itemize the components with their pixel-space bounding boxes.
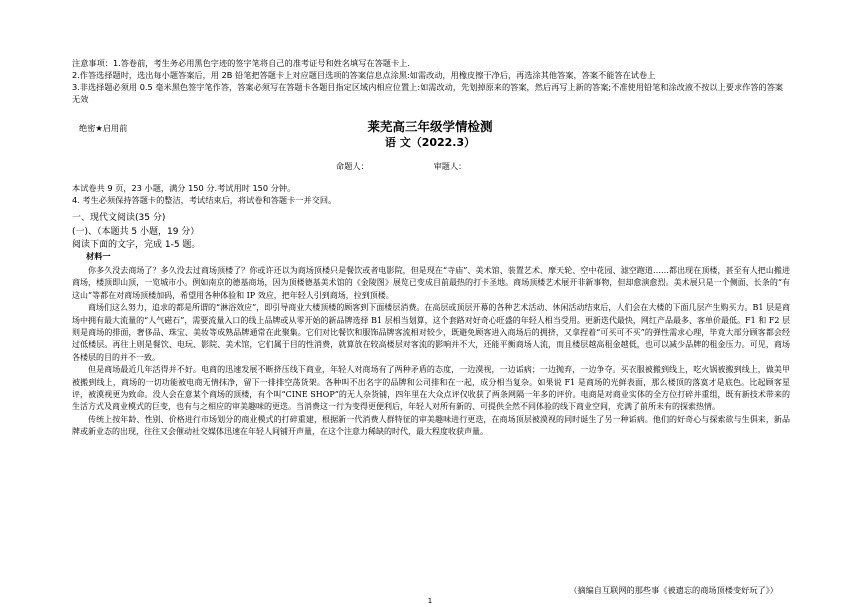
- reading-instruction: 阅读下面的文字，完成 1-5 题。: [72, 240, 201, 250]
- notice-line-2: 2.作答选择题时，选出每小题答案后，用 2B 铅笔把答题卡上对应题目选项的答案信息点涂黑:如需改动，用橡皮擦干净后，再选涂其他答案，答案不能答在试卷上: [72, 69, 656, 80]
- confidential-mark: 绝密★启用前: [79, 123, 128, 133]
- signers-row: [336, 161, 536, 173]
- passage-paragraph-3: 但是商场最近几年活得并不好。电商的迅速发展不断挤压线下商业，年轻人对商场有了两种矛盾的态度，一边漠视，一边诟病；一边抛弃，一边争夺。买衣服被搬到线上，吃火锅被搬到线上，做美甲被搬到线上，商场的一切功能被电商无情抹净，留下一排排空荡货架。各种叫不出名字的品牌和公司排和在一起，成分相当复杂。如果说 F1 是商场的光鲜表面，那么楼顶的落寞才是底色。比起顾客星评，被漠视更为致命。没人会在意某个商场的顶楼，有个叫“CINE SHOP”的无人杂货铺，四年里在大众点评仅收获了两条网隔一年多的评价。电商是对商业实体的全方位打碎并重组，既有新技术带来的生活方式及商业模式的巨变，也有与之相应的审美趣味的更迭。当消费这一行为变得更便利后，年轻人对所有新的、可提供全然不同体验的线下商业空间，充满了前所未有的探索热情。: [72, 365, 790, 412]
- passage-paragraph-1: 你多久没去商场了？多久没去过商场顶楼了？你或许还以为商场顶楼只是餐饮或者电影院，但是现在“寺庙”、美术馆、装置艺术、摩天轮、空中花园、滤空跑道……都出现在顶楼，甚至有人把山搬进商场，楼顶即山顶，一览城市小。例如南京的德基商场，因为顶楼德基美术馆的《金陵图》展览已变成目前最热的打卡圣地。商场顶楼艺术展开非新事物，但却愈演愈烈。美术展只是一个侧面，长条的“有这山”等都在对商场顶楼加码，希望用各种体验和 IP 效应，把年轻人引到商场，拉到顶楼。: [72, 266, 790, 300]
- passage-source: （摘编自互联网的那些事《被遗忘的商场顶楼变好玩了》）: [569, 585, 778, 595]
- page-number: 1: [427, 597, 433, 605]
- passage-paragraph-2: 商场们这么努力，追求的都是所谓的“淋浴效应”，即引导商业大楼顶楼的顾客到下面楼层消费。在高层或顶层开幕的各种艺术活动、休闲活动结束后，人们会在大楼的下面几层产生购买力。B1 层是商场中拥有最大流量的“人气磁石”，需要流量入口的线上品牌或从零开始的新品牌选择 B1 层相当划算，这个套路对好奇心旺盛的年轻人相当受用。更新迭代最快，网红产品最多、客单价最低。F1 和 F2 层则是商场的排面，奢侈品、珠宝、美妆等成熟品牌通常在此聚集。它们对比餐饮和服饰品牌客流相对较少，既避免顾客进入商场后的拥挤，又拿捏着“可买可不买”的弹性需求心理，毕竟大部分顾客都会经过低楼层。再往上则是餐饮、电玩、影院、美术馆，它们属于目的性消费，就算放在较高楼层对客流的影响并不大，还能平衡商场人流，而且楼层越高租金越低，也可以减少品牌的租金压力。可见，商场各楼层的目的并不一致。: [72, 303, 790, 362]
- exam-subject: 语 文（2022.3）: [384, 136, 476, 149]
- notice-line-3: 3.非选择题必须用 0.5 毫米黑色签字笔作答，答案必须写在答题卡各题目指定区域内相应位置上:如需改动，先划掉原来的答案，然后再写上新的答案;不准使用铅笔和涂改液不按以上要求作答的答案无效: [72, 81, 784, 104]
- exam-notices: [72, 58, 787, 106]
- notice-line-1: 注意事项：1.答卷前，考生务必用黑色字迹的签字笔将自己的准考证号和姓名填写在答题卡上.: [72, 58, 410, 68]
- passage-paragraph-4: 传统上按年龄、性别、价格进行市场划分的商业模式的打碎重建，根据新一代消费人群特征的审美趣味进行更迭，在商场顶层被漠视的同时诞生了另一种诟病。他们的好奇心与探索欲与生俱来，新品牌或新业态的出现，往往又会催动社交媒体迅速在年轻人间铺开声量，在这个注意力稀缺的时代，最大程度收获声量。: [72, 414, 790, 437]
- material-label: 材料一: [86, 251, 111, 261]
- exam-title: 莱芜高三年级学情检测: [367, 119, 493, 134]
- section-heading: 一、现代文阅读(35 分): [72, 213, 166, 223]
- intro-line-2: 4. 考生必须保持答题卡的整洁，考试结束后，将试卷和答题卡一并交回。: [72, 194, 337, 205]
- reading-passage: [72, 265, 790, 438]
- reviewer-label: 审题人：: [433, 161, 467, 171]
- exam-intro: [72, 183, 787, 207]
- setter-label: 命题人：: [336, 161, 369, 171]
- subsection-heading: (一)、（本题共 5 小题，19 分）: [72, 227, 200, 237]
- intro-line-1: 本试卷共 9 页，23 小题，满分 150 分.考试用时 150 分钟。: [72, 183, 296, 193]
